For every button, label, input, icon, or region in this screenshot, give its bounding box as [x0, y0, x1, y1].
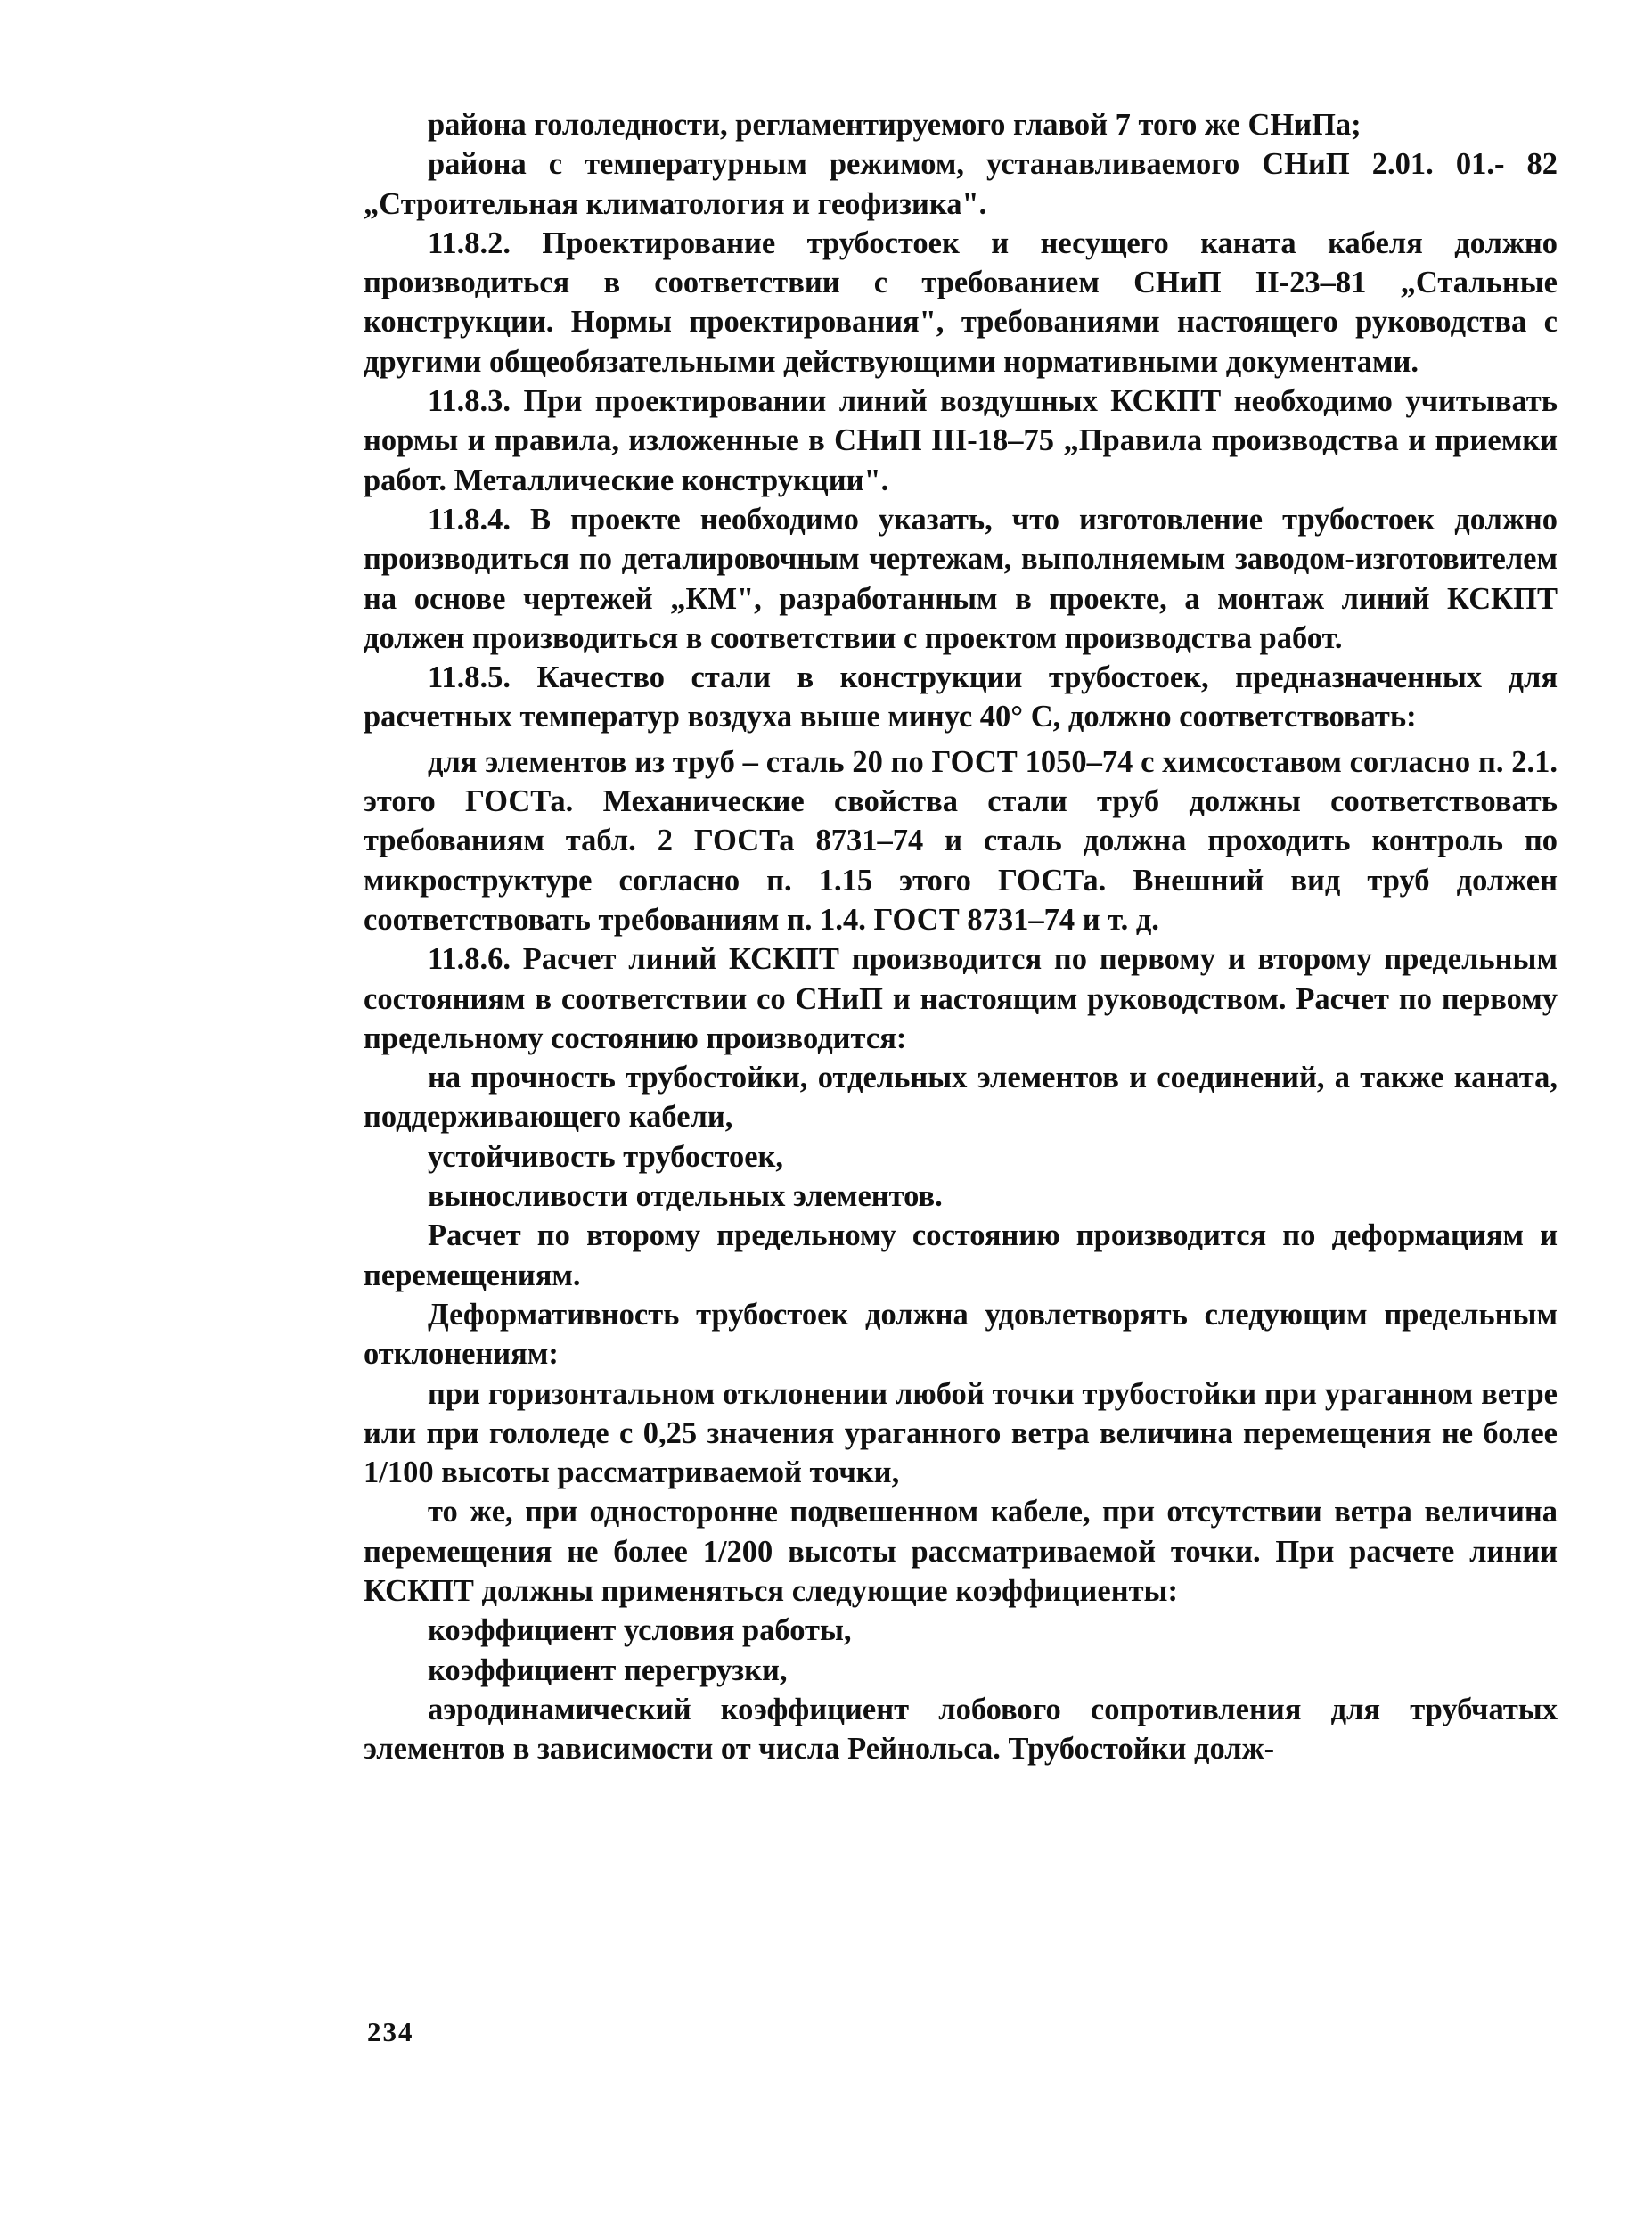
paragraph-glaze-region: района гололедности, регламентируемого главой 7 того же СНиПа;: [428, 108, 1362, 142]
paragraph-11-8-3: 11.8.3. При проектировании линий воздушных КСКПТ необходимо учитывать нормы и правила, изложенные в СНиП III-18–75 „Правила производства и приемки работ. Металлические конструкции".: [364, 384, 1558, 497]
paragraph-second-limit-state: Расчет по второму предельному состоянию производится по деформациям и перемещениям.: [364, 1218, 1558, 1292]
paragraph-one-sided-cable: то же, при односторонне подвешенном кабеле, при отсутствии ветра величина перемещения не более 1/200 высоты рассматриваемой точки. При расчете линии КСКПТ должны применяться следующие коэффициенты:: [364, 1495, 1558, 1608]
paragraph-11-8-2: 11.8.2. Проектирование трубостоек и несущего каната кабеля должно производиться в соответствии с требованием СНиП II-23–81 „Стальные конструкции. Нормы проектирования", требованиями настоящего руководства с другими общеобязательными действующими нормативными документами.: [364, 225, 1558, 379]
paragraph-horizontal-deflection: при горизонтальном отклонении любой точки трубостойки при ураганном ветре или при гололеде с 0,25 значения ураганного ветра величина перемещения не более 1/100 высоты рассматриваемой точки,: [364, 1376, 1558, 1490]
paragraph-endurance: выносливости отдельных элементов.: [428, 1179, 943, 1214]
page-number: 234: [367, 2016, 414, 2047]
paragraph-11-8-6: 11.8.6. Расчет линий КСКПТ производится по первому и второму предельным состояниям в соответствии со СНиП и настоящим руководством. Расчет по первому предельному состоянию производится:: [364, 942, 1558, 1055]
paragraph-deformability: Деформативность трубостоек должна удовлетворять следующим предельным отклонениям:: [364, 1297, 1558, 1372]
paragraph-strength: на прочность трубостойки, отдельных элементов и соединений, а также каната, поддерживающего кабели,: [364, 1061, 1558, 1135]
paragraph-pipe-steel: для элементов из труб – сталь 20 по ГОСТ 1050–74 с химсоставом согласно п. 2.1. этого ГОСТа. Механические свойства стали труб должны соответствовать требованиям табл. 2 ГОСТа 8731–74 и сталь должна проходить контроль по микроструктуре согласно п. 1.15 этого ГОСТа. Внешний вид труб должен соответствовать требованиям п. 1.4. ГОСТ 8731–74 и т. д.: [364, 744, 1558, 937]
paragraph-aerodynamic-coefficient: аэродинамический коэффициент лобового сопротивления для трубчатых элементов в зависимости от числа Рейнольса. Трубостойки долж-: [364, 1692, 1558, 1767]
paragraph-stability: устойчивость трубостоек,: [428, 1139, 784, 1174]
paragraph-11-8-4: 11.8.4. В проекте необходимо указать, что изготовление трубостоек должно производиться по деталировочным чертежам, выполняемым заводом-изготовителем на основе чертежей „КМ", разработанным в проекте, а монтаж линий КСКПТ должен производиться в соответствии с проектом производства работ.: [364, 502, 1558, 655]
page-text: [364, 105, 1558, 1768]
paragraph-overload-coefficient: коэффициент перегрузки,: [428, 1652, 788, 1687]
paragraph-work-condition-coefficient: коэффициент условия работы,: [428, 1613, 852, 1648]
paragraph-temperature-region: района с температурным режимом, устанавливаемого СНиП 2.01. 01.- 82 „Строительная климатология и геофизика".: [364, 147, 1558, 221]
paragraph-11-8-5: 11.8.5. Качество стали в конструкции трубостоек, предназначенных для расчетных температур воздуха выше минус 40° С, должно соответствовать:: [364, 660, 1558, 734]
